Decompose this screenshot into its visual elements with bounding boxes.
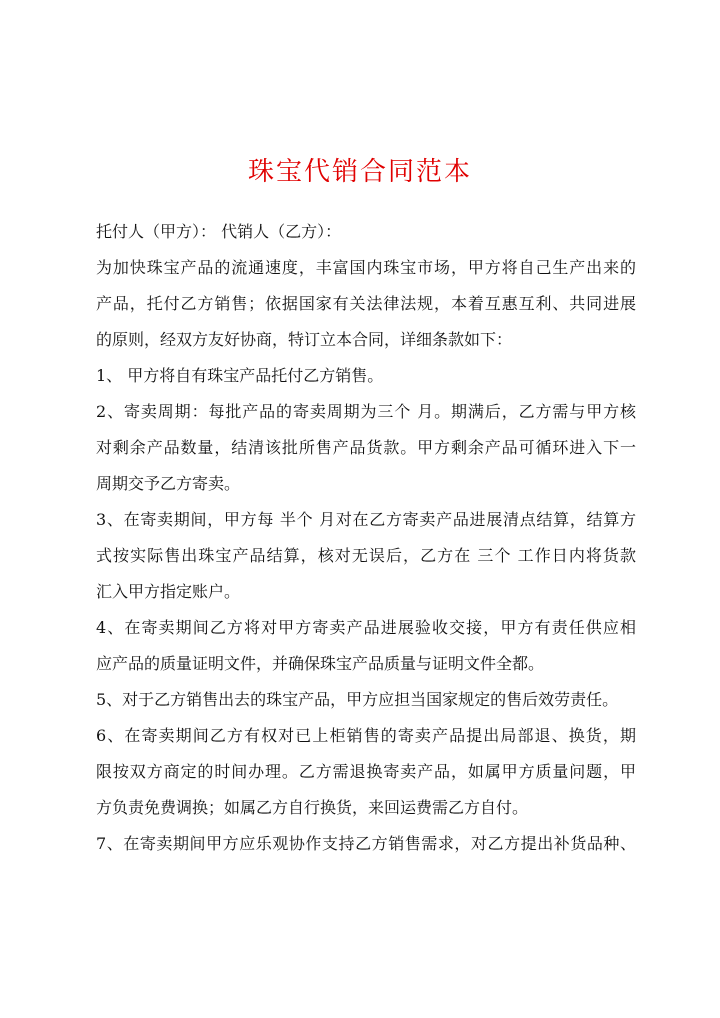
intro-line-1: 为加快珠宝产品的流通速度，丰富国内珠宝市场，甲方将自己生产出来的 (96, 258, 636, 277)
parties-line: 托付人（甲方）： 代销人（乙方）： (96, 222, 342, 241)
clause-7-line-1: 7、在寄卖期间甲方应乐观协作支持乙方销售需求，对乙方提出补货品种、 (96, 834, 636, 853)
clause-6-line-2: 限按双方商定的时间办理。乙方需退换寄卖产品，如属甲方质量问题，甲 (96, 762, 636, 781)
clause-2-line-2: 对剩余产品数量，结清该批所售产品货款。甲方剩余产品可循环进入下一 (96, 438, 636, 457)
clause-2-line-1: 2、寄卖周期：每批产品的寄卖周期为三个 月。期满后，乙方需与甲方核 (96, 402, 636, 421)
clause-4-line-2: 应产品的质量证明文件，并确保珠宝产品质量与证明文件全都。 (96, 654, 545, 673)
clause-1-line-1: 1、 甲方将自有珠宝产品托付乙方销售。 (96, 366, 384, 385)
intro-line-2: 产品，托付乙方销售；依据国家有关法律法规，本着互惠互利、共同进展 (96, 294, 636, 313)
clause-3-line-2: 式按实际售出珠宝产品结算，核对无误后，乙方在 三个 工作日内将货款 (96, 546, 636, 565)
clause-6-line-1: 6、在寄卖期间乙方有权对已上柜销售的寄卖产品提出局部退、换货，期 (96, 726, 636, 745)
clause-5-line-1: 5、对于乙方销售出去的珠宝产品，甲方应担当国家规定的售后效劳责任。 (96, 690, 619, 709)
document-body (96, 214, 636, 862)
clause-3-line-3: 汇入甲方指定账户。 (96, 582, 241, 601)
clause-4-line-1: 4、在寄卖期间乙方将对甲方寄卖产品进展验收交接，甲方有责任供应相 (96, 618, 636, 637)
document-title: 珠宝代销合同范本 (247, 157, 472, 187)
clause-3-line-1: 3、在寄卖期间，甲方每 半个 月对在乙方寄卖产品进展清点结算，结算方 (96, 510, 636, 529)
clause-6-line-3: 方负责免费调换；如属乙方自行换货，来回运费需乙方自付。 (96, 798, 529, 817)
clause-2-line-3: 周期交予乙方寄卖。 (96, 474, 241, 493)
intro-line-3: 的原则，经双方友好协商，特订立本合同，详细条款如下： (96, 330, 513, 349)
